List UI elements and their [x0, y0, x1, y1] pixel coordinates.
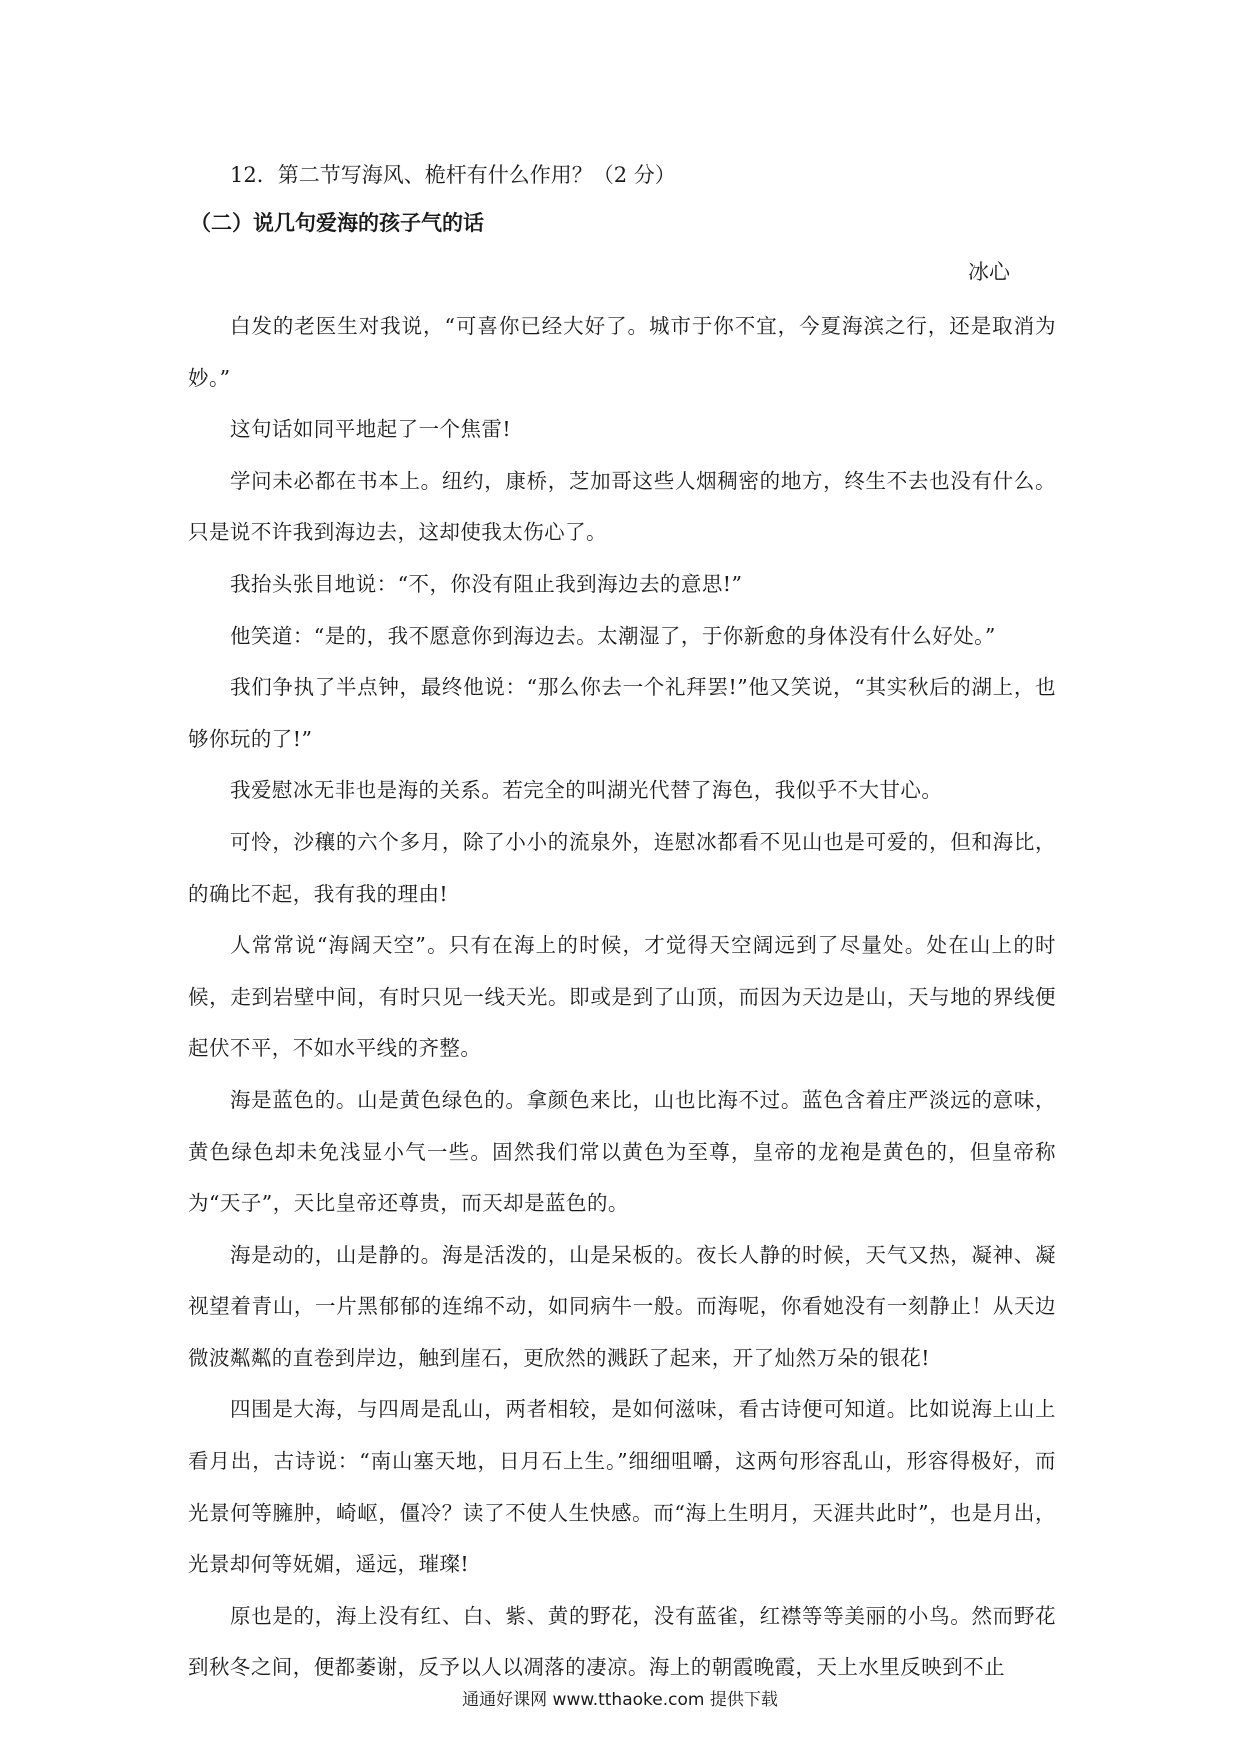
- paragraph: 可怜，沙穰的六个多月，除了小小的流泉外，连慰冰都看不见山也是可爱的，但和海比，的确比不起，我有我的理由!: [188, 829, 1056, 906]
- section-title: （二）说几句爱海的孩子气的话: [190, 211, 484, 235]
- paragraph: 海是动的，山是静的。海是活泼的，山是呆板的。夜长人静的时候，天气又热，凝神、凝视望着青山，一片黑郁郁的连绵不动，如同病牛一般。而海呢，你看她没有一刻静止！从天边微波粼粼的直卷到岸边，触到崖石，更欣然的溅跃了起来，开了灿然万朵的银花!: [188, 1242, 1056, 1370]
- paragraph: 我爱慰冰无非也是海的关系。若完全的叫湖光代替了海色，我似乎不大甘心。: [230, 778, 943, 803]
- paragraph: 他笑道：“是的，我不愿意你到海边去。太潮湿了，于你新愈的身体没有什么好处。”: [230, 623, 996, 648]
- paragraph: 四围是大海，与四周是乱山，两者相较，是如何滋味，看古诗便可知道。比如说海上山上看月出，古诗说：“南山塞天地，日月石上生。”细细咀嚼，这两句形容乱山，形容得极好，而光景何等臃肿，崎岖，僵冷？读了不使人生快感。而“海上生明月，天涯共此时”，也是月出，光景却何等妩媚，遥远，璀璨!: [188, 1397, 1056, 1577]
- question-12: 12．第二节写海风、桅杆有什么作用？（2 分）: [230, 163, 676, 187]
- paragraph: 人常常说“海阔天空”。只有在海上的时候，才觉得天空阔远到了尽量处。处在山上的时候，走到岩壁中间，有时只见一线天光。即或是到了山顶，而因为天边是山，天与地的界线便起伏不平，不如水平线的齐整。: [188, 933, 1056, 1061]
- paragraph: 原也是的，海上没有红、白、紫、黄的野花，没有蓝雀，红襟等等美丽的小鸟。然而野花到秋冬之间，便都萎谢，反予以人以凋落的凄凉。海上的朝霞晚霞，天上水里反映到不止: [188, 1603, 1056, 1680]
- paragraph: 这句话如同平地起了一个焦雷!: [230, 417, 512, 442]
- page-footer: 通通好课网 www.tthaoke.com 提供下载: [462, 1690, 778, 1710]
- paragraph: 海是蓝色的。山是黄色绿色的。拿颜色来比，山也比海不过。蓝色含着庄严淡远的意味，黄色绿色却未免浅显小气一些。固然我们常以黄色为至尊，皇帝的龙袍是黄色的，但皇帝称为“天子”，天比皇帝还尊贵，而天却是蓝色的。: [188, 1087, 1056, 1216]
- paragraph: 学问未必都在书本上。纽约，康桥，芝加哥这些人烟稠密的地方，终生不去也没有什么。只是说不许我到海边去，这却使我太伤心了。: [188, 468, 1056, 545]
- article-body: [188, 301, 1056, 1694]
- paragraph: 我们争执了半点钟，最终他说：“那么你去一个礼拜罢!”他又笑说，“其实秋后的湖上，也够你玩的了!”: [188, 675, 1056, 751]
- paragraph: 白发的老医生对我说，“可喜你已经大好了。城市于你不宜，今夏海滨之行，还是取消为妙。”: [188, 314, 1056, 390]
- author-name: 冰心: [968, 260, 1010, 284]
- paragraph: 我抬头张目地说：“不，你没有阻止我到海边去的意思!”: [230, 571, 743, 596]
